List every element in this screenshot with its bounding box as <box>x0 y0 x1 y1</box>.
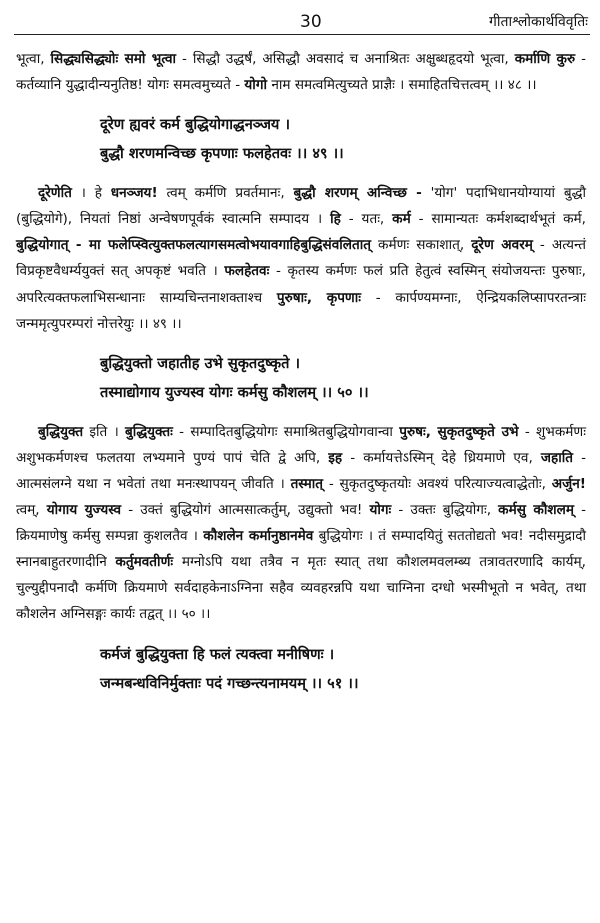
verse-51 <box>100 640 586 698</box>
bold-term: कौशलेन कर्मानुष्ठानमेव <box>203 528 314 545</box>
commentary-text: - कार्पण्यमग्नाः, ऐन्द्रियकलिप्सापरतन्त्राः जन्ममृत्युपरम्परां नोत्तरेयुः ।। ४९ ।। <box>16 289 586 332</box>
bold-term: पुरुषाः, <box>276 289 312 306</box>
commentary-text: - सिद्धौ उद्धर्षं, असिद्धौ अवसादं च अनाश्रितः अक्षुब्धहृदयो भूत्वा, <box>176 51 515 67</box>
verse-line: तस्माद्योगाय युज्यस्व योगः कर्मसु कौशलम् ।। ५० ।। <box>100 383 369 401</box>
bold-term: कर्म <box>392 211 411 228</box>
bold-term: बुद्धौ शरणम् अन्विच्छ - <box>293 185 422 202</box>
commentary-text: - उक्तः बुद्धियोगः, <box>391 502 499 519</box>
verse-line: बुद्धियुक्तो जहातीह उभे सुकृतदुष्कृते । <box>100 354 301 372</box>
commentary-text: - अत्यन्तं विप्रकृष्टवैधर्म्ययुक्तं सत् अपकृष्टं भवति । <box>16 237 586 280</box>
commentary-text: कर्मणः सकाशात्, <box>371 237 472 254</box>
commentary-text: - सम्पादितबुद्धियोगः समाश्रितबुद्धियोगवान्वा <box>172 423 400 440</box>
commentary-text: - आत्मसंलग्ने यथा न भवेतां तथा मनःस्थापयन् जीवति । <box>16 449 586 492</box>
commentary-text: - यतः, <box>340 211 393 228</box>
commentary-paragraph-49 <box>16 180 586 337</box>
commentary-text: - कर्तव्यानि युद्धादीन्यनुतिष्ठ! योगः समत्वमुच्यते - <box>16 51 586 94</box>
bold-term: फलहेतवः <box>224 263 270 280</box>
bold-term: कर्तुमवतीर्णः <box>115 554 174 571</box>
commentary-text: 'योग' पदाभिधानयोग्यायां बुद्धौ (बुद्धियोगे), नियतां निष्ठां अन्वेषणपूर्वकं स्वात्मनि सम्पादय । <box>16 185 586 228</box>
commentary-text: - उक्तं बुद्धियोगं आत्मसात्कर्तुम्, उद्युक्तो भव! <box>121 502 370 519</box>
page-content <box>16 46 586 710</box>
commentary-text: । हे <box>71 185 111 202</box>
commentary-paragraph-48 <box>16 46 586 98</box>
bold-term: हि <box>330 211 341 228</box>
bold-term: सिद्ध्यसिद्ध्योः समो भूत्वा <box>50 51 177 67</box>
verse-50 <box>100 349 586 407</box>
commentary-text <box>312 290 327 306</box>
verse-line: बुद्धौ शरणमन्विच्छ कृपणाः फलहेतवः ।। ४९ ।। <box>100 145 344 163</box>
bold-term: कर्माणि कुरु <box>514 51 576 67</box>
bold-term: योगः <box>369 502 392 519</box>
commentary-text: बुद्धियोगः । तं सम्पादयितुं सततोद्यतो भव! नदीसमुद्रादौ स्नानबाहुतरणादीनि <box>16 528 587 571</box>
commentary-text: - कर्मायत्तेऽस्मिन् देहे ध्रियमाणे एव, <box>342 449 541 466</box>
bold-term: बुद्धियुक्त <box>38 423 84 440</box>
commentary-text: - क्रियमाणेषु कर्मसु सम्पन्ना कुशलतैव । <box>16 502 586 545</box>
bold-term: इह <box>328 449 343 466</box>
commentary-text: त्वम् कर्मणि प्रवर्तमानः, <box>157 185 294 202</box>
commentary-paragraph-50 <box>16 419 586 628</box>
bold-term: पुरुषः, सुकृतदुष्कृते उभे <box>399 423 519 440</box>
bold-term: बुद्धियोगात् - मा फलेप्स्वित्युक्तफलत्यागसमत्वोभयावगाहिबुद्धिसंवलितात् <box>16 237 372 254</box>
header-rule <box>14 34 590 35</box>
commentary-text: मग्नोऽपि यथा तत्रैव न मृतः स्यात् तथा कौशलमवलम्ब्य तत्रावतरणादि कार्यम्, चुल्युद्दीपनादौ कर्मणि क्रियमाणे सर्वदाहकेनाऽग्निना सहैव व्यवहरन्नपि यथा चाग्निना दग्धो भस्मीभूतो न भवेत्, तथा कौशलेन अग्निसङ्गः कार्यः तद्वत् ।। ५० ।। <box>16 554 586 623</box>
bold-term: जहाति <box>540 449 573 466</box>
bold-term: योगाय युज्यस्व <box>46 502 122 519</box>
bold-term: धनञ्जय! <box>110 185 158 202</box>
verse-line: दूरेण ह्यवरं कर्म बुद्धियोगाद्धनञ्जय । <box>100 116 290 134</box>
page-header <box>14 10 588 34</box>
commentary-text: - सामान्यतः कर्मशब्दार्थभूतं कर्म, <box>410 211 586 228</box>
page-number: 30 <box>300 12 322 32</box>
bold-term: दूरेणेति <box>38 185 72 202</box>
verse-line: कर्मजं बुद्धियुक्ता हि फलं त्यक्त्वा मनीषिणः । <box>100 645 335 663</box>
bold-term: दूरेण अवरम् <box>471 237 533 254</box>
commentary-text: - सुकृतदुष्कृतयोः अवश्यं परित्याज्यत्वाद्धेतोः, <box>323 475 552 492</box>
bold-term: बुद्धियुक्तः <box>125 423 173 440</box>
commentary-text: इति । <box>83 423 126 440</box>
commentary-text: नाम समत्वमित्युच्यते प्राज्ञैः । समाहितचित्तत्वम् ।। ४८ ।। <box>267 77 537 94</box>
bold-term: तस्मात् <box>290 475 323 492</box>
verse-49 <box>100 110 586 168</box>
bold-term: कर्मसु कौशलम् <box>498 502 574 519</box>
commentary-text: - शुभकर्मणः अशुभकर्मणश्च फलतया लभ्यमाने पुण्यं पापं चेति द्वे अपि, <box>16 423 586 466</box>
verse-line: जन्मबन्धविनिर्मुक्ताः पदं गच्छन्त्यनामयम् ।। ५१ ।। <box>100 674 359 692</box>
commentary-text: - कृतस्य कर्मणः फलं प्रति हेतुत्वं स्वस्मिन् संयोजयन्तः पुरुषाः, अपरित्यक्तफलाभिसन्धानाः साम्यचिन्तनाशक्ताश्च <box>16 263 586 306</box>
bold-term: अर्जुन! <box>551 475 586 492</box>
bold-term: कृपणाः <box>326 289 362 306</box>
bold-term: योगो <box>244 77 268 94</box>
running-title: गीताश्लोकार्थविवृतिः <box>489 14 588 30</box>
commentary-text: त्वम्, <box>16 502 47 519</box>
commentary-text: भूत्वा, <box>16 51 51 67</box>
